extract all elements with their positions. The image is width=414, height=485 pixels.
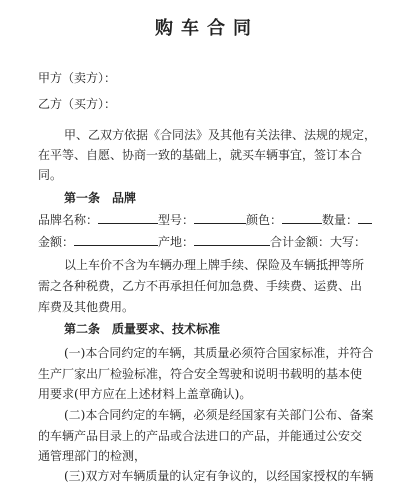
total-amount-label: 合计金额：大写：: [270, 235, 367, 249]
article-1-row-2: [38, 233, 390, 251]
article-2-item-line: (二)本合同约定的车辆，必须是经国家有关部门公布、备案: [64, 408, 374, 422]
model-blank: [194, 211, 246, 224]
contract-title: 购车合同: [155, 18, 259, 39]
preamble-line: 甲、乙双方依据《合同法》及其他有关法律、法规的规定，: [64, 128, 377, 142]
preamble-line: 同。: [38, 168, 63, 182]
article-2-item-line: (一)本合同约定的车辆，其质量必须符合国家标准，并符合: [64, 346, 374, 360]
color-label: 颜色：: [246, 213, 283, 227]
brand-name-blank: [98, 211, 158, 224]
article-2-item-line: 生产厂家出厂检验标准，符合安全驾驶和说明书载明的基本使: [38, 367, 363, 381]
color-blank: [282, 211, 322, 224]
amount-label: 金额：: [38, 235, 75, 249]
quantity-label: 数量：: [322, 213, 359, 227]
party-b-label: 乙方（买方）：: [38, 97, 117, 111]
price-note-line: 以上车价不含为车辆办理上牌手续、保险及车辆抵押等所: [64, 258, 365, 272]
article-2-item-line: 的车辆产品目录上的产品或合法进口的产品，并能通过公安交: [38, 429, 363, 443]
article-1-row-1: [38, 211, 390, 229]
origin-blank: [194, 233, 270, 246]
article-2-item-line: 通管理部门的检测，: [38, 449, 147, 463]
preamble-line: 在平等、自愿、协商一致的基础上，就买车辆事宜，签订本合: [38, 148, 363, 162]
party-a-label: 甲方（卖方）：: [38, 71, 117, 85]
model-label: 型号：: [158, 213, 195, 227]
quantity-blank: [358, 211, 372, 224]
origin-label: 产地：: [158, 235, 195, 249]
article-2-item-line: 用要求(甲方应在上述材料上盖章确认)。: [38, 387, 252, 401]
amount-blank: [74, 233, 158, 246]
price-note-line: 需之各种税费，乙方不再承担任何加急费、手续费、运费、出: [38, 279, 363, 293]
brand-name-label: 品牌名称：: [38, 213, 99, 227]
price-note-line: 库费及其他费用。: [38, 300, 135, 314]
article-2-item-line: (三)双方对车辆质量的认定有争议的，以经国家授权的车辆: [64, 469, 374, 483]
article-2-heading: 第二条 质量要求、技术标准: [64, 322, 221, 336]
article-1-heading: 第一条 品牌: [64, 191, 137, 205]
